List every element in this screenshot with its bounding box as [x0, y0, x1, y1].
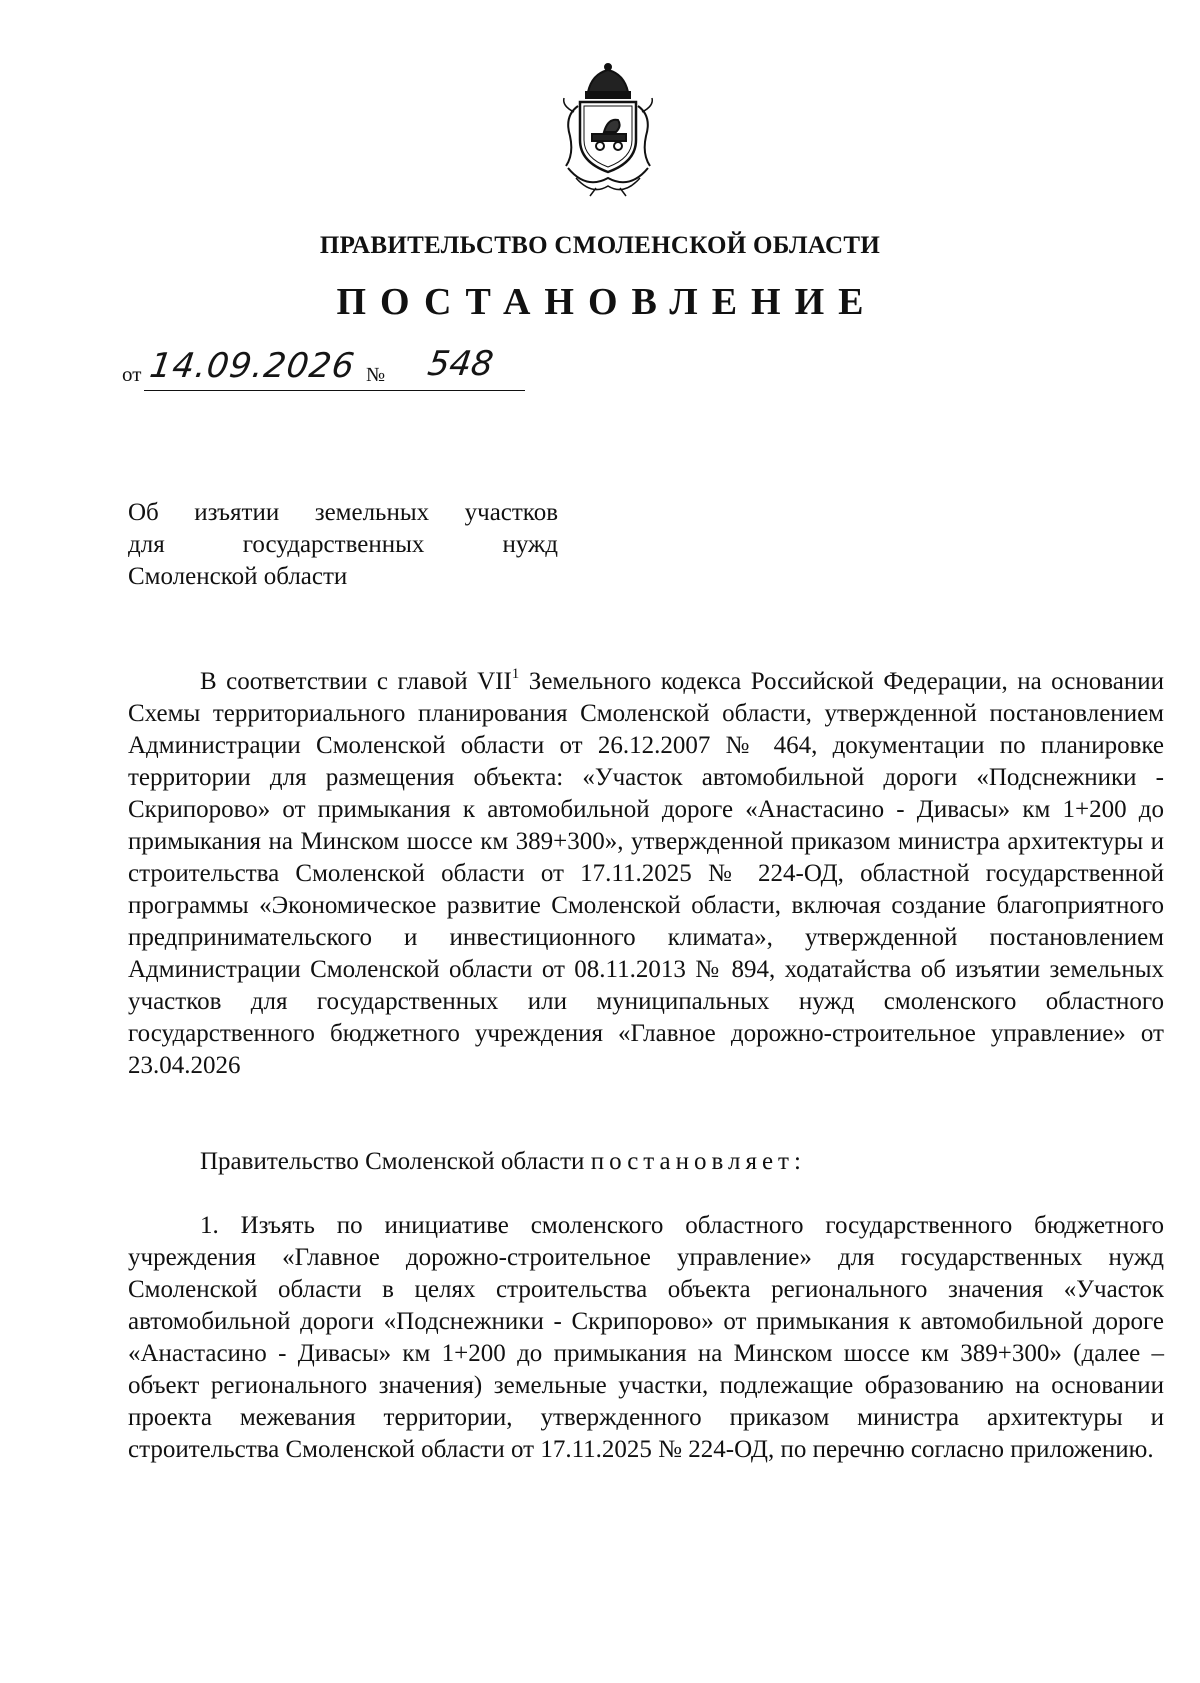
- number-underline: [400, 390, 525, 391]
- subject-line-2: для государственных нужд: [128, 531, 558, 558]
- date-prefix: от: [122, 362, 142, 386]
- document-subject: [128, 497, 558, 593]
- organization-title: ПРАВИТЕЛЬСТВО СМОЛЕНСКОЙ ОБЛАСТИ: [319, 232, 881, 259]
- resolution-text: Правительство Смоленской области: [200, 1148, 591, 1175]
- preamble-text-rest: Земельного кодекса Российской Федерации, на основании Схемы территориального планирования Смоленской области, утвержденной постановлением Администрации Смоленской области от 26.12.2007 № 464, документации по планировке территории для размещения объекта: «Участок автомобильной дороги «Подснежники - Скрипорово» от примыкания к автомобильной дороге «Анастасино - Дивасы» км 1+200 до примыкания на Минском шоссе км 389+300», утвержденной приказом министра архитектуры и строительства Смоленской области от 17.11.2025 № 224-ОД, областной государственной программы «Экономическое развитие Смоленской области, включая создание благоприятного предпринимательского и инвестиционного климата», утвержденной постановлением Администрации Смоленской области от 08.11.2013 № 894, ходатайства об изъятии земельных участков для государственных или муниципальных нужд смоленского областного государственного бюджетного учреждения «Главное дорожно-строительное управление» от 23.04.2026: [128, 668, 1164, 1079]
- date-number-line: [122, 344, 562, 392]
- preamble-paragraph: [128, 666, 1164, 1082]
- handwritten-date: 14.09.2026: [147, 346, 358, 386]
- resolution-verb: постановляет:: [590, 1148, 806, 1175]
- chapter-superscript: 1: [511, 666, 520, 682]
- subject-line-1: Об изъятии земельных участков: [128, 499, 558, 526]
- preamble-text-start: В соответствии с главой VII: [200, 668, 512, 695]
- resolution-paragraph: [128, 1146, 1164, 1178]
- coat-of-arms-emblem: [556, 62, 660, 200]
- item-1-paragraph: 1. Изъять по инициативе смоленского областного государственного бюджетного учреждения «Главное дорожно-строительное управление» для государственных нужд Смоленской области в целях строительства объекта регионального значения «Участок автомобильной дороги «Подснежники - Скрипорово» от примыкания к автомобильной дороге «Анастасино - Дивасы» км 1+200 до примыкания на Минском шоссе км 389+300» (далее – объект регионального значения) земельные участки, подлежащие образованию на основании проекта межевания территории, утвержденного приказом министра архитектуры и строительства Смоленской области от 17.11.2025 № 224-ОД, по перечню согласно приложению.: [128, 1212, 1164, 1463]
- number-prefix: №: [366, 364, 386, 386]
- document-type-title: ПОСТАНОВЛЕНИЕ: [336, 281, 878, 323]
- handwritten-number: 548: [425, 344, 496, 384]
- subject-line-3: Смоленской области: [128, 563, 348, 590]
